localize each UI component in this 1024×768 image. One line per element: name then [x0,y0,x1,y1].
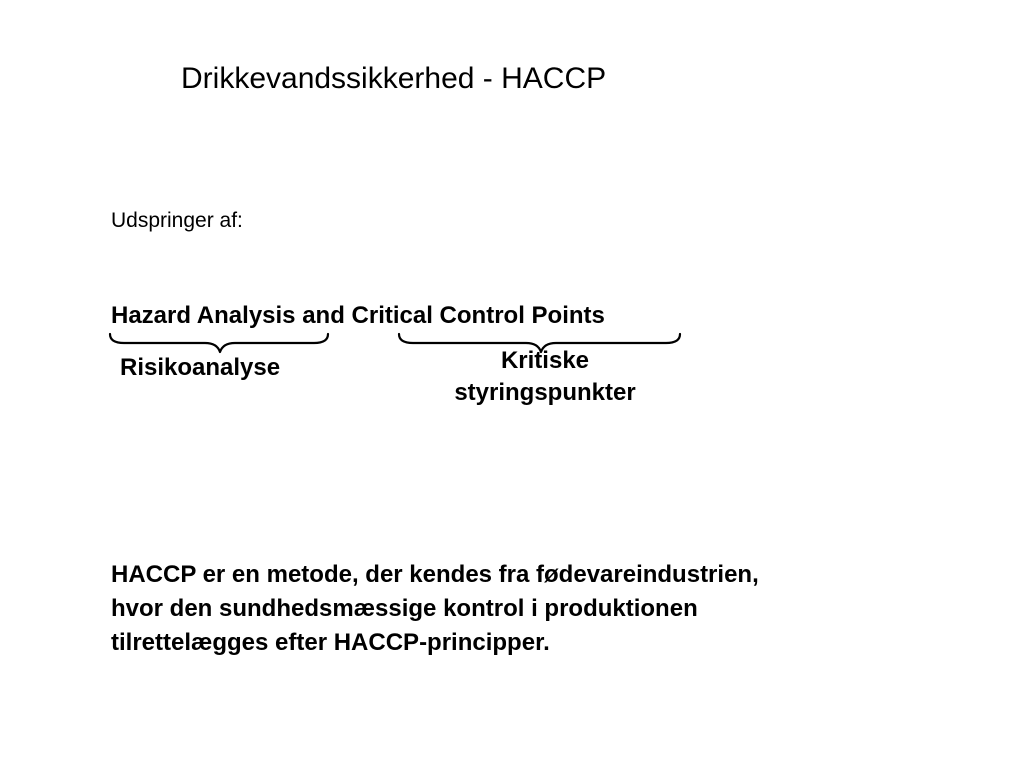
body-line-2: hvor den sundhedsmæssige kontrol i produktionen [111,595,698,622]
risk-analysis-label: Risikoanalyse [120,354,281,381]
critical-control-points-label [420,345,670,409]
intro-text: Udspringer af: [111,209,243,232]
acronym-expansion: Hazard Analysis and Critical Control Points [111,302,605,329]
ccp-label-line-2: styringspunkter [454,379,636,406]
slide-title: Drikkevandssikkerhed - HACCP [181,62,607,95]
risk-brace [110,334,328,352]
body-paragraph [111,558,971,660]
ccp-label-line-1: Kritiske [500,347,590,374]
body-line-3: tilrettelægges efter HACCP-principper. [111,629,550,656]
body-line-1: HACCP er en metode, der kendes fra fødevareindustrien, [111,561,759,588]
